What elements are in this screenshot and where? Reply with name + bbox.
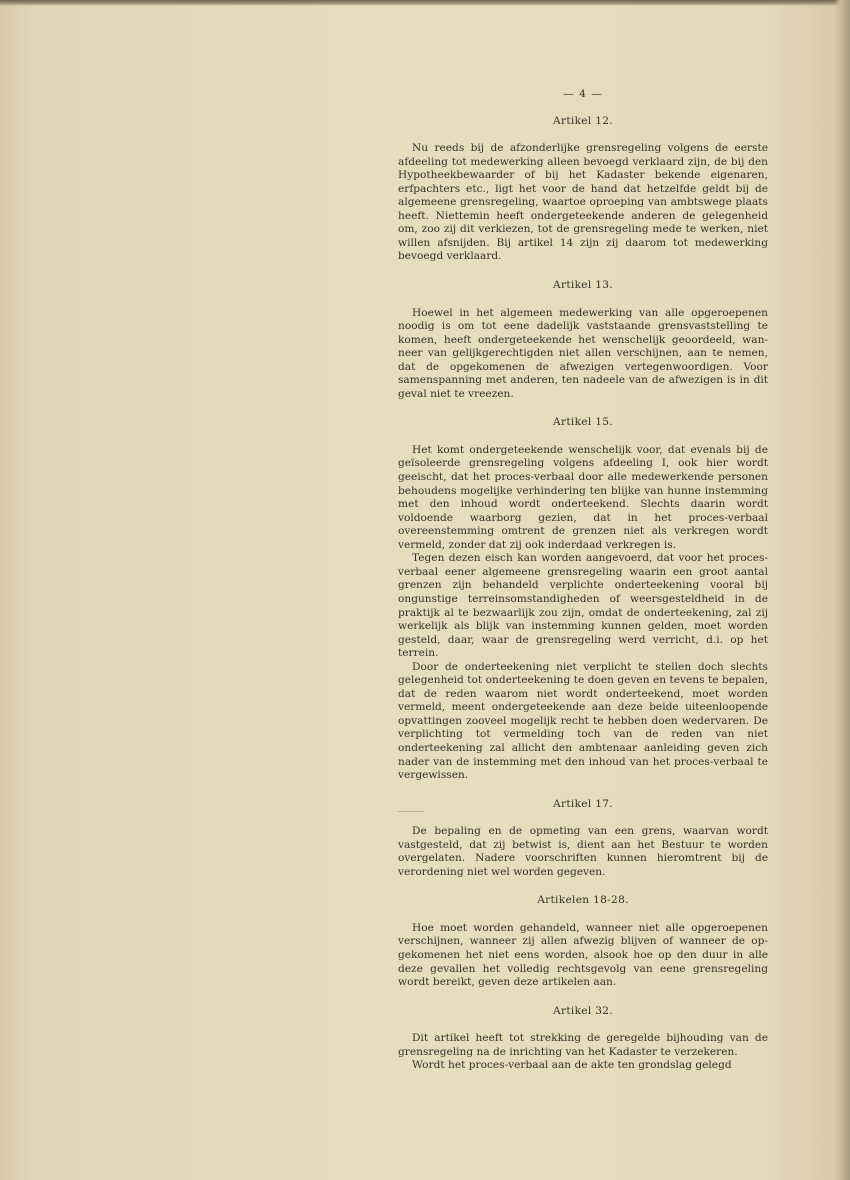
section-artikel-12 [398, 115, 768, 264]
section-heading: Artikel 13. [553, 279, 613, 292]
section-paragraph: Dit artikel heeft tot strekking de geregelde bijhouding van de grensregeling na de inrichting van het Kadaster te verzekeren. [398, 1032, 768, 1058]
section-artikelen-18-28 [398, 894, 768, 989]
section-artikel-32 [398, 1005, 768, 1073]
text-column [398, 88, 768, 1085]
section-artikel-13 [398, 279, 768, 401]
section-paragraph: Het komt ondergeteekende wenschelijk voor, dat evenals bij de geïsoleerde grensregeling volgens afdeeling I, ook hier wordt geeischt, dat het proces-verbaal door alle medewerkende personen behoudens mogelijke verhindering ten blijke van hunne instemming met den inhoud wordt onderteekend. Slechts daarin wordt voldoende waarborg gezien, dat in het proces-verbaal overeenstemming omtrent de grenzen niet als verkregen wordt vermeld, zonder dat zij ook inderdaad verkregen is. [398, 443, 768, 551]
section-heading: Artikelen 18-28. [537, 894, 629, 907]
page-number: — 4 — [563, 88, 603, 100]
section-paragraph: Nu reeds bij de afzonderlijke grensregeling volgens de eerste afdeeling tot medewerking alleen bevoegd verklaard zijn, de bij den Hypotheekbewaarder of bij het Kadaster bekende eigenaren, erfpachters etc., ligt het voor de hand dat hetzelfde geldt bij de algemeene grensregeling, waartoe oproeping van ambtswege plaats heeft. Niettemin heeft ondergeteekende anderen de gelegenheid om, zoo zij dit verkiezen, tot de grensregeling mede te werken, niet willen afsnijden. Bij artikel 14 zijn zij daarom tot medewerking bevoegd verklaard. [398, 142, 768, 263]
section-paragraph: Hoewel in het algemeen medewerking van alle opgeroepenen noodig is om tot eene dadelijk vaststaande grensvaststelling te komen, heeft ondergeteekende het wenschelijk geoordeeld, wanneer van gelijkgerechtigden niet allen verschijnen, aan te nemen, dat de opgekomenen de afwezigen vertegenwoordigen. Voor samenspanning met anderen, ten nadeele van de afwezigen is in dit geval niet te vreezen. [398, 306, 768, 400]
section-paragraph: Tegen dezen eisch kan worden aangevoerd, dat voor het proces-verbaal eener algemeene grensregeling waarin een groot aantal grenzen zijn behandeld verplichte onderteekening vooral bij ongunstige terreinsomstandigheden of weersgesteldheid in de praktijk al te bezwaarlijk zou zijn, omdat de onderteekening, zal zij werkelijk als blijk van instemming kunnen gelden, moet worden gesteld, daar, waar de grensregeling werd verricht, d.i. op het terrein. [398, 552, 768, 660]
section-artikel-15 [398, 416, 768, 782]
section-paragraph: Door de onderteekening niet verplicht te stellen doch slechts gelegenheid tot onderteekening te doen geven en tevens te bepalen, dat de reden waarom niet wordt onderteekend, moet worden vermeld, meent ondergeteekende aan deze beide uiteenloopende opvattingen zooveel mogelijk recht te hebben doen wedervaren. De verplichting tot vermelding toch van de reden van niet onderteekening zal allicht den ambtenaar aanleiding geven zich nader van de instemming met den inhoud van het proces-verbaal te vergewissen. [398, 660, 768, 782]
section-heading: Artikel 12. [553, 114, 613, 127]
section-heading: Artikel 15. [553, 416, 613, 429]
section-artikel-17 [398, 798, 768, 880]
section-paragraph: De bepaling en de opmeting van een grens, waarvan wordt vastgesteld, dat zij betwist is, dient aan het Bestuur te worden overgelaten. Nadere voorschriften kunnen hieromtrent bij de verordening niet wel worden gegeven. [398, 825, 768, 878]
section-paragraph: Wordt het proces-verbaal aan de akte ten grondslag gelegd [412, 1059, 732, 1072]
page-right-edge [834, 0, 850, 1180]
section-heading: Artikel 17. [553, 797, 613, 810]
section-heading: Artikel 32. [553, 1004, 613, 1017]
section-paragraph: Hoe moet worden gehandeld, wanneer niet alle opgeroepenen verschijnen, wanneer zij allen afwezig blijven of wanneer de opgekomenen het niet eens worden, alsook hoe op den duur in alle deze gevallen het volledig rechtsgevolg van eene grensregeling wordt bereikt, geven deze artikelen aan. [398, 921, 768, 989]
scan-top-shadow [0, 0, 850, 6]
